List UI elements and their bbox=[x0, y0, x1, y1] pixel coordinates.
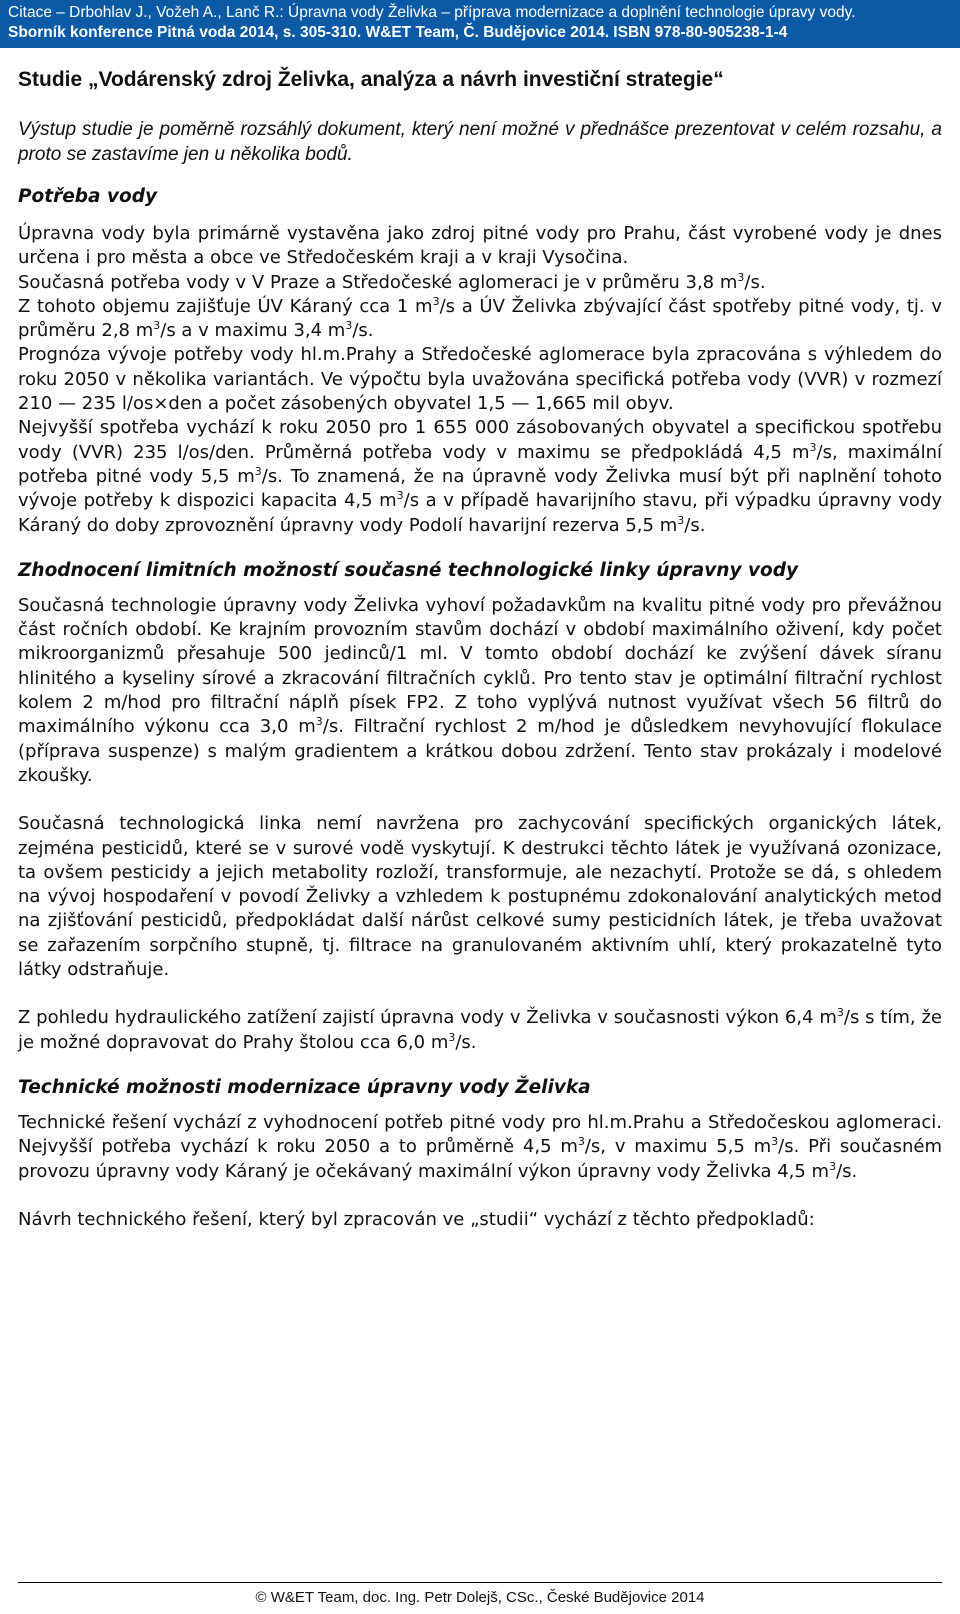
paragraph: Současná technologická linka nemí navržena pro zachycování specifických organických látek, zejména pesticidů, které se v surové vodě vyskytují. K destrukci těchto látek je využívaná ozonizace, ta ovšem pesticidy a jejich metabolity rozloží, transformuje, ale nezachytí. Protože se dá, s ohledem na vývoj hospodaření v povodí Želivky a vzhledem k postupnému zdokonalování analytických metod na zjišťování pesticidů, předpokládat další nárůst celkové sumy pesticidních látek, je třeba uvažovat se zařazením sorpčního stupně, tj. filtrace na granulovaném aktivním uhlí, který prokazatelně tyto látky odstraňuje. bbox=[18, 813, 942, 981]
paragraph: Současná potřeba vody v V Praze a Středočeské aglomeraci je v průměru 3,8 $m^3/s$. bbox=[18, 270, 766, 293]
paragraph: Prognóza vývoje potřeby vody hl.m.Prahy a Středočeské aglomerace byla zpracována s výhledem do roku 2050 v několika variantách. Ve výpočtu byla uvažována specifická potřeba vody (VVR) v rozmezí 210 — 235 l/os×den a počet zásobených obyvatel 1,5 — 1,665 mil obyv. bbox=[18, 344, 942, 415]
citation-line-1: Citace – Drbohlav J., Vožeh A., Lanč R.: Úpravna vody Želivka – příprava modernizace a doplnění technologie úpravy vody. bbox=[8, 4, 856, 21]
study-title: Studie „Vodárenský zdroj Želivka, analýza a návrh investiční strategie“ bbox=[18, 68, 724, 91]
paragraph: Úpravna vody byla primárně vystavěna jako zdroj pitné vody pro Prahu, část vyrobené vody je dnes určena i pro města a obce ve Středočeském kraji a v kraji Vysočina. bbox=[18, 223, 942, 269]
paragraph: Nejvyšší spotřeba vychází k roku 2050 pro 1 655 000 zásobovaných obyvatel a specifickou spotřebu vody (VVR) 235 l/os/den. Průměrná potřeba vody v maximu se předpokládá 4,5 $m^3/s$, maximální potřeba pitné vody 5,5 $m^3/s$. To znamená, že na úpravně vody Želivka musí být při naplnění tohoto vývoje potřeby k dispozici kapacita 4,5 $m^3/s$ a v případě havarijního stavu, při výpadku úpravny vody Káraný do doby zprovoznění úpravny vody Podolí havarijní rezerva 5,5 $m^3/s$. bbox=[18, 417, 942, 536]
section-water-demand bbox=[18, 222, 942, 538]
paragraph: Z pohledu hydraulického zatížení zajistí úpravna vody v Želivka v současnosti výkon 6,4 $m^3/s$ s tím, že je možné dopravovat do Prahy štolou cca 6,0 $m^3/s$. bbox=[18, 1006, 942, 1053]
section-heading-limits: Zhodnocení limitních možností současné technologické linky úpravny vody bbox=[18, 559, 799, 581]
citation-header bbox=[0, 0, 960, 48]
section-limits bbox=[18, 594, 942, 1055]
paragraph: Současná technologie úpravny vody Želivka vyhoví požadavkům na kvalitu pitné vody pro převážnou část ročních období. Ke krajním provozním stavům dochází v období maximálního oživení, kdy počet mikroorganizmů přesahuje 500 jedinců/1 ml. V tomto období dochází ke zvýšení dávek síranu hlinitého a kyseliny sírové a zkracování filtračních cyklů. Pro tento stav je optimální filtrační rychlost kolem 2 m/hod pro filtrační náplň písek FP2. Z toho vyplývá nutnost využívat všech 56 filtrů do maximálního výkonu cca 3,0 $m^3/s$. Filtrační rychlost 2 m/hod je důsledkem nevyhovující flokulace (příprava suspenze) s malým gradientem a krátkou dobou zdržení. Tento stav prokázaly i modelové zkoušky. bbox=[18, 594, 942, 786]
page-footer: © W&ET Team, doc. Ing. Petr Dolejš, CSc., České Budějovice 2014 bbox=[255, 1589, 705, 1606]
paragraph: Technické řešení vychází z vyhodnocení potřeb pitné vody pro hl.m.Prahu a Středočeskou aglomeraci. Nejvyšší potřeba vychází k roku 2050 a to průměrně 4,5 $m^3/s$, v maximu 5,5 $m^3/s$. Při současném provozu úpravny vody Káraný je očekávaný maximální výkon úpravny vody Želivka 4,5 $m^3/s$. bbox=[18, 1111, 942, 1182]
intro-paragraph: Výstup studie je poměrně rozsáhlý dokument, který není možné v přednášce prezentovat v celém rozsahu, a proto se zastavíme jen u několika bodů. bbox=[18, 119, 942, 165]
document-body bbox=[18, 52, 942, 1232]
citation-line-2: Sborník konference Pitná voda 2014, s. 305-310. W&ET Team, Č. Budějovice 2014. ISBN 978-80-905238-1-4 bbox=[8, 24, 788, 41]
section-heading-modernization: Technické možnosti modernizace úpravny vody Želivka bbox=[18, 1076, 591, 1098]
footer-divider bbox=[18, 1582, 942, 1583]
section-heading-water-demand: Potřeba vody bbox=[18, 186, 158, 207]
paragraph: Návrh technického řešení, který byl zpracován ve „studii“ vychází z těchto předpokladů: bbox=[18, 1208, 815, 1230]
section-modernization bbox=[18, 1111, 942, 1232]
paragraph: Z tohoto objemu zajišťuje ÚV Káraný cca 1 $m^3/s$ a ÚV Želivka zbývající část spotřeby pitné vody, tj. v průměru 2,8 $m^3/s$ a v maximu 3,4 $m^3/s$. bbox=[18, 294, 942, 342]
